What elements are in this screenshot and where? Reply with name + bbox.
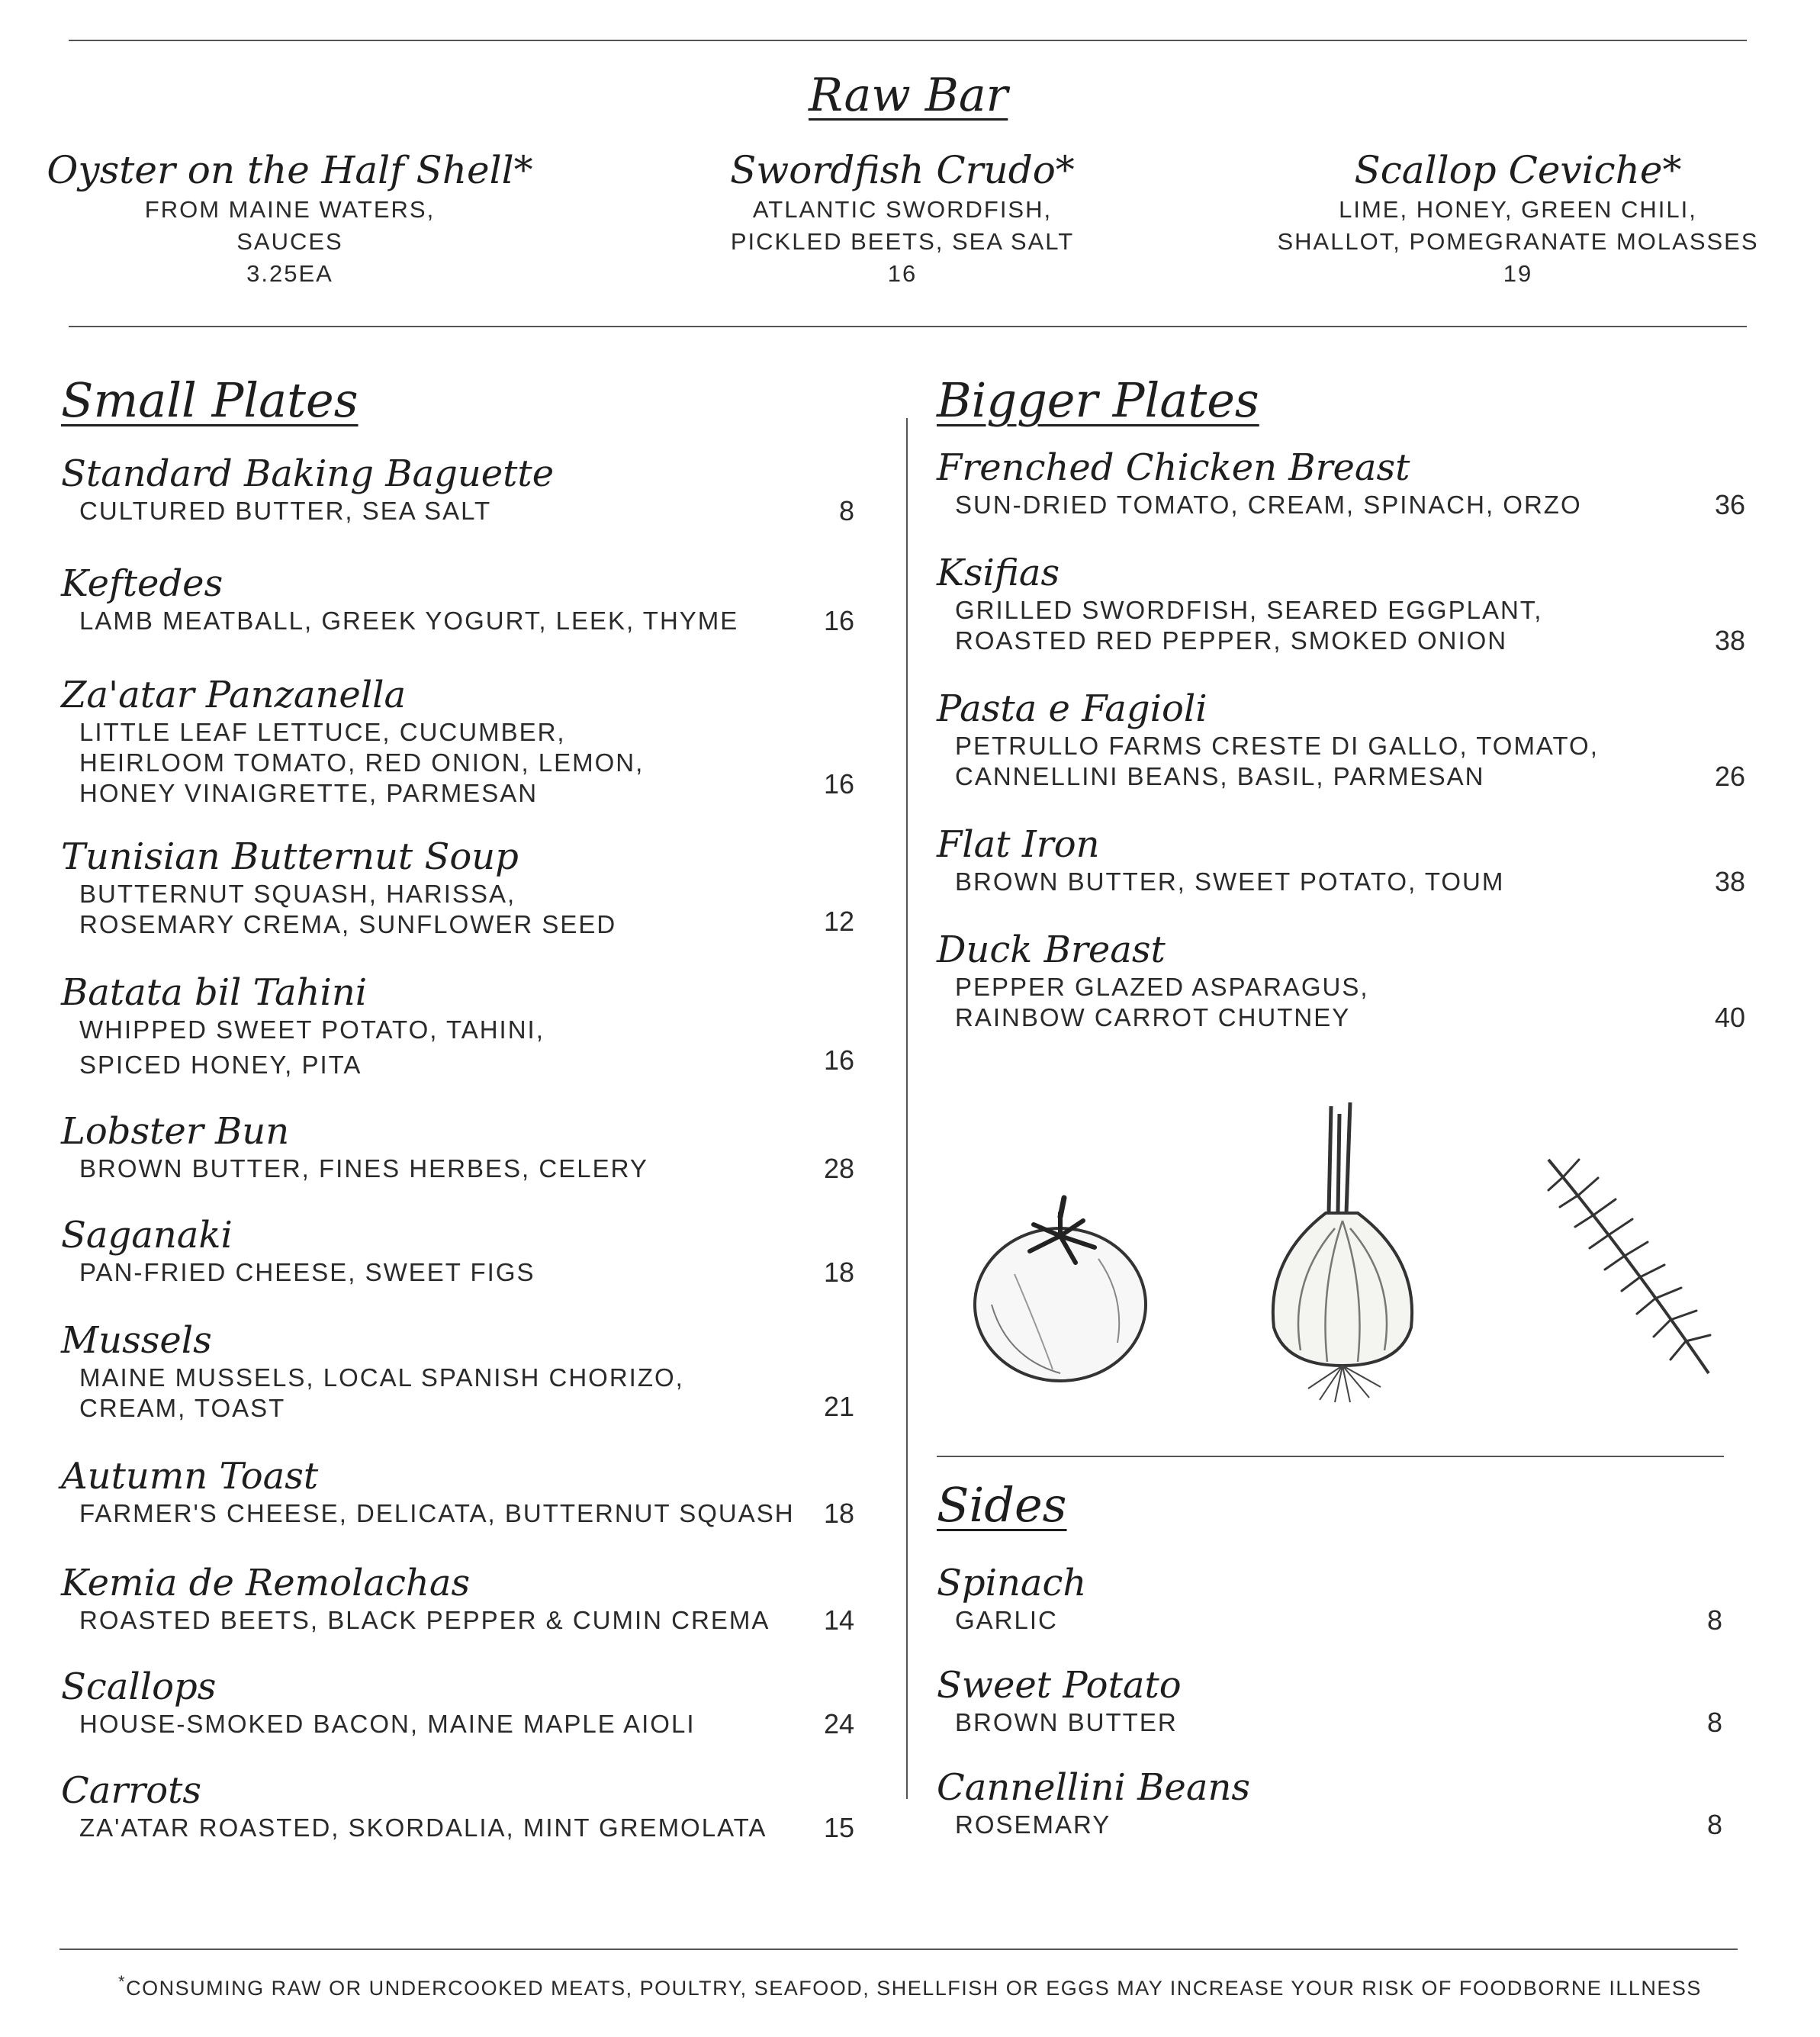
item-desc-line: CREAM, TOAST bbox=[79, 1394, 286, 1422]
item-desc-line: BROWN BUTTER, SWEET POTATO, TOUM bbox=[955, 867, 1505, 896]
column-divider bbox=[906, 418, 908, 1799]
item-desc-line: BUTTERNUT SQUASH, HARISSA, bbox=[79, 880, 516, 908]
item-price: 26 bbox=[1714, 761, 1745, 792]
item-price: 14 bbox=[823, 1604, 854, 1636]
item-name: Tunisian Butternut Soup bbox=[61, 835, 519, 878]
item-name: Scallops bbox=[61, 1665, 217, 1708]
item-price: 36 bbox=[1714, 489, 1745, 520]
menu-item bbox=[61, 673, 854, 807]
item-name: Duck Breast bbox=[937, 928, 1166, 971]
menu-item bbox=[61, 970, 854, 1079]
item-desc-line: FARMER'S CHEESE, DELICATA, BUTTERNUT SQUASH bbox=[79, 1499, 795, 1527]
item-desc-line: FROM MAINE WATERS, bbox=[144, 196, 436, 223]
raw-bar-title: Raw Bar bbox=[809, 69, 1008, 122]
item-name: Keftedes bbox=[61, 562, 223, 605]
raw-bar-item bbox=[628, 146, 1177, 290]
menu-item bbox=[61, 1561, 854, 1636]
item-name: Mussels bbox=[61, 1319, 212, 1362]
item-name: Swordfish Crudo* bbox=[730, 148, 1075, 192]
item-name: Autumn Toast bbox=[61, 1455, 319, 1498]
top-divider bbox=[69, 40, 1747, 41]
item-desc-line: RAINBOW CARROT CHUTNEY bbox=[955, 1003, 1351, 1031]
item-name: Saganaki bbox=[61, 1214, 233, 1257]
item-desc-line: ROASTED RED PEPPER, SMOKED ONION bbox=[955, 626, 1508, 655]
small-plates-title: Small Plates bbox=[61, 372, 359, 428]
item-price: 16 bbox=[823, 1044, 854, 1076]
item-name: Spinach bbox=[937, 1562, 1087, 1604]
item-desc-line: ATLANTIC SWORDFISH, bbox=[752, 196, 1053, 223]
menu-item bbox=[61, 562, 854, 636]
item-price: 38 bbox=[1714, 625, 1745, 656]
sides-title: Sides bbox=[937, 1477, 1067, 1533]
tomato-illustration bbox=[961, 1190, 1159, 1389]
item-desc-line: LAMB MEATBALL, GREEK YOGURT, LEEK, THYME bbox=[79, 607, 739, 635]
sides-divider bbox=[937, 1456, 1724, 1457]
menu-item bbox=[937, 822, 1745, 897]
menu-item bbox=[937, 1663, 1745, 1738]
item-name: Standard Baking Baguette bbox=[61, 452, 555, 495]
item-name: Flat Iron bbox=[937, 823, 1100, 866]
rosemary-illustration bbox=[1533, 1144, 1732, 1389]
item-desc-line: MAINE MUSSELS, LOCAL SPANISH CHORIZO, bbox=[79, 1363, 684, 1392]
item-desc-line: PEPPER GLAZED ASPARAGUS, bbox=[955, 973, 1369, 1001]
item-price: 21 bbox=[823, 1391, 854, 1422]
item-desc-line: SUN-DRIED TOMATO, CREAM, SPINACH, ORZO bbox=[955, 491, 1582, 519]
menu-item bbox=[61, 835, 854, 937]
allergen-disclaimer bbox=[0, 1972, 1820, 2000]
item-desc-line: PAN-FRIED CHEESE, SWEET FIGS bbox=[79, 1258, 535, 1286]
item-price: 8 bbox=[1706, 1809, 1722, 1840]
item-desc-line: PETRULLO FARMS CRESTE DI GALLO, TOMATO, bbox=[955, 732, 1599, 760]
item-price: 28 bbox=[823, 1153, 854, 1184]
item-price: 38 bbox=[1714, 866, 1745, 897]
item-desc-line: ROSEMARY bbox=[955, 1810, 1111, 1839]
item-price: 24 bbox=[823, 1708, 854, 1739]
item-desc-line: HONEY VINAIGRETTE, PARMESAN bbox=[79, 779, 539, 807]
menu-item bbox=[937, 687, 1745, 792]
menu-item bbox=[61, 1213, 854, 1288]
menu-item bbox=[61, 1768, 854, 1843]
item-desc-line: LITTLE LEAF LETTUCE, CUCUMBER, bbox=[79, 718, 566, 746]
raw-bar-item bbox=[15, 146, 564, 290]
item-price: 18 bbox=[823, 1498, 854, 1529]
item-desc-line: ROSEMARY CREMA, SUNFLOWER SEED bbox=[79, 910, 617, 938]
bigger-plates-title: Bigger Plates bbox=[937, 372, 1259, 428]
item-price: 18 bbox=[823, 1257, 854, 1288]
item-desc-line: SAUCES bbox=[236, 228, 343, 255]
item-name: Scallop Ceviche* bbox=[1354, 148, 1682, 192]
item-desc-line: BROWN BUTTER bbox=[955, 1708, 1178, 1736]
item-name: Frenched Chicken Breast bbox=[937, 446, 1410, 489]
menu-item bbox=[937, 446, 1745, 520]
item-desc-line: PICKLED BEETS, SEA SALT bbox=[730, 228, 1075, 255]
disclaimer-asterisk: * bbox=[118, 1972, 127, 1991]
item-name: Oyster on the Half Shell* bbox=[47, 148, 533, 192]
item-name: Batata bil Tahini bbox=[61, 971, 368, 1014]
item-desc-line: SHALLOT, POMEGRANATE MOLASSES bbox=[1277, 228, 1759, 255]
item-desc-line: CANNELLINI BEANS, BASIL, PARMESAN bbox=[955, 762, 1485, 790]
item-desc-line: HEIRLOOM TOMATO, RED ONION, LEMON, bbox=[79, 748, 645, 777]
item-price: 19 bbox=[1503, 260, 1533, 287]
item-desc-line: SPICED HONEY, PITA bbox=[79, 1051, 362, 1079]
item-price: 16 bbox=[823, 605, 854, 636]
item-desc-line: HOUSE-SMOKED BACON, MAINE MAPLE AIOLI bbox=[79, 1710, 696, 1738]
item-desc-line: BROWN BUTTER, FINES HERBES, CELERY bbox=[79, 1154, 648, 1183]
disclaimer-text: CONSUMING RAW OR UNDERCOOKED MEATS, POULTRY, SEAFOOD, SHELLFISH OR EGGS MAY INCREASE YOUR RISK OF FOODBORNE ILLNESS bbox=[126, 1977, 1702, 2000]
item-desc-line: LIME, HONEY, GREEN CHILI, bbox=[1339, 196, 1697, 223]
item-name: Za'atar Panzanella bbox=[61, 674, 407, 716]
item-name: Pasta e Fagioli bbox=[937, 687, 1207, 730]
item-name: Ksifias bbox=[937, 552, 1060, 594]
menu-item bbox=[937, 1765, 1745, 1840]
item-desc-line: WHIPPED SWEET POTATO, TAHINI, bbox=[79, 1015, 545, 1044]
item-desc-line: ROASTED BEETS, BLACK PEPPER & CUMIN CREMA bbox=[79, 1606, 770, 1634]
item-name: Lobster Bun bbox=[61, 1110, 290, 1153]
menu-item bbox=[61, 1109, 854, 1184]
item-desc-line: GRILLED SWORDFISH, SEARED EGGPLANT, bbox=[955, 596, 1543, 624]
item-price: 16 bbox=[887, 260, 918, 287]
raw-bar-item bbox=[1243, 146, 1793, 290]
garlic-illustration bbox=[1243, 1099, 1442, 1404]
item-desc-line: ZA'ATAR ROASTED, SKORDALIA, MINT GREMOLATA bbox=[79, 1813, 767, 1842]
menu-item bbox=[937, 1561, 1745, 1636]
footer-divider bbox=[59, 1949, 1738, 1950]
item-name: Cannellini Beans bbox=[937, 1766, 1250, 1809]
menu-item bbox=[937, 928, 1745, 1033]
item-price: 8 bbox=[838, 495, 854, 526]
raw-bar-divider bbox=[69, 326, 1747, 327]
item-price: 16 bbox=[823, 768, 854, 800]
item-name: Sweet Potato bbox=[937, 1664, 1182, 1707]
item-price: 3.25EA bbox=[246, 260, 333, 287]
menu-item bbox=[61, 452, 854, 526]
item-price: 8 bbox=[1706, 1604, 1722, 1636]
item-price: 12 bbox=[823, 906, 854, 937]
item-price: 8 bbox=[1706, 1707, 1722, 1738]
item-desc-line: CULTURED BUTTER, SEA SALT bbox=[79, 497, 492, 525]
item-price: 15 bbox=[823, 1812, 854, 1843]
menu-item bbox=[61, 1318, 854, 1422]
item-desc-line: GARLIC bbox=[955, 1606, 1058, 1634]
item-name: Kemia de Remolachas bbox=[61, 1562, 471, 1604]
menu-item bbox=[937, 551, 1745, 656]
item-price: 40 bbox=[1714, 1002, 1745, 1033]
item-name: Carrots bbox=[61, 1769, 202, 1812]
menu-item bbox=[61, 1665, 854, 1739]
menu-item bbox=[61, 1454, 854, 1529]
